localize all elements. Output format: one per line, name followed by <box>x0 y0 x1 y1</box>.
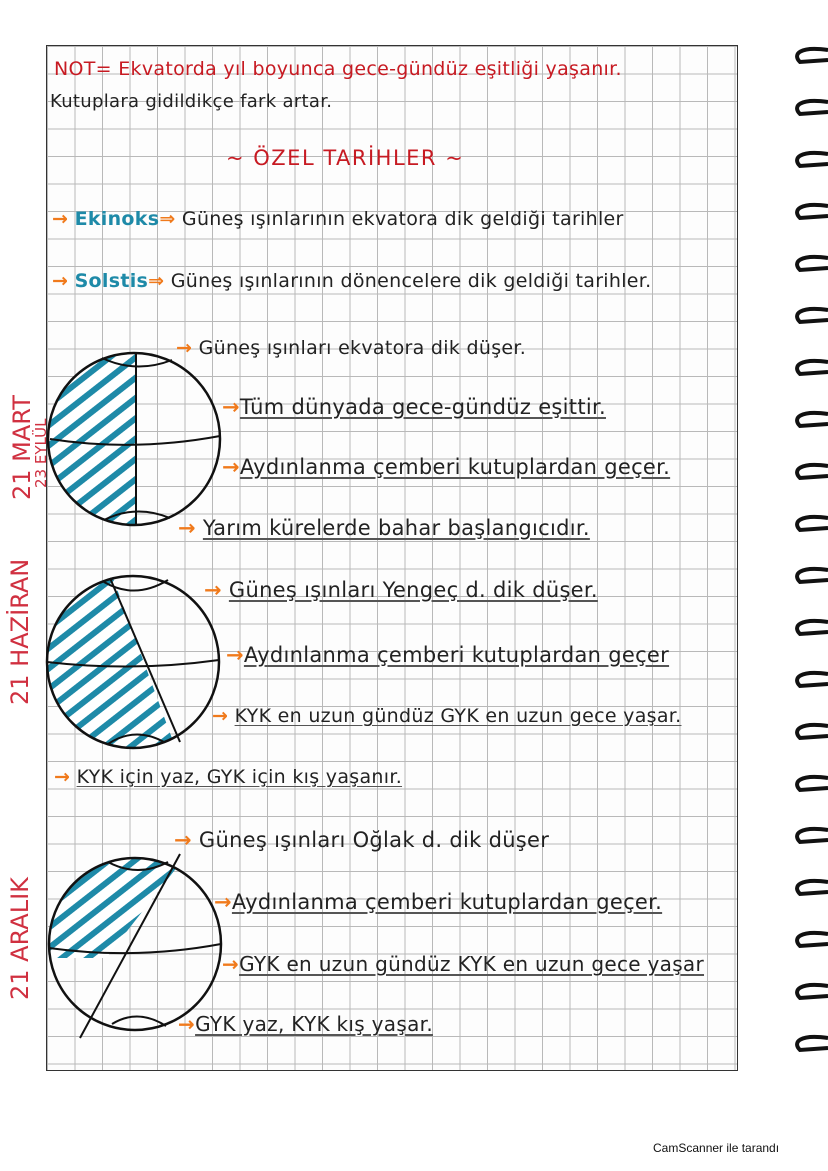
globe-june-diagram <box>40 570 230 755</box>
line-text: GYK yaz, KYK kış yaşar. <box>195 1012 433 1036</box>
globe-equinox-diagram <box>44 344 234 534</box>
june-line-3 <box>212 705 682 727</box>
arrow-icon: → <box>212 705 229 727</box>
arrow-icon: → <box>178 516 196 540</box>
equinox-line-3 <box>222 455 670 479</box>
side-label-march: 21 MART <box>8 395 36 500</box>
december-line-1 <box>174 828 549 852</box>
line-text: KYK için yaz, GYK için kış yaşanır. <box>76 766 403 788</box>
scanner-watermark: CamScanner ile tarandı <box>653 1141 780 1155</box>
equinox-line-2 <box>222 395 606 419</box>
arrow-icon: → <box>226 643 244 667</box>
arrow-icon: → <box>52 270 69 292</box>
arrow-icon: → <box>204 578 222 602</box>
definition-ekinoks <box>52 208 624 230</box>
equinox-line-1 <box>176 337 526 359</box>
line-text: Güneş ışınları Oğlak d. dik düşer <box>198 828 550 852</box>
arrow-icon: → <box>222 952 240 976</box>
line-text: Güneş ışınları ekvatora dik düşer. <box>198 337 527 359</box>
line-text: Güneş ışınları Yengeç d. dik düşer. <box>228 578 598 602</box>
definition-text: Güneş ışınlarının ekvatora dik geldiği tarihler <box>181 208 624 230</box>
note-line-1: NOT= Ekvatorda yıl boyunca gece-gündüz eşitliği yaşanır. <box>54 58 622 80</box>
line-text: Aydınlanma çemberi kutuplardan geçer. <box>239 455 671 479</box>
equinox-line-4 <box>178 516 590 540</box>
arrow-icon: → <box>174 828 192 852</box>
note-line-2: Kutuplara gidildikçe fark artar. <box>50 91 333 112</box>
definition-solstis <box>52 270 652 292</box>
arrow-icon: → <box>178 1012 196 1036</box>
spiral-binding <box>790 40 828 1080</box>
june-line-2 <box>226 643 669 667</box>
line-text: GYK en uzun gündüz KYK en uzun gece yaşar <box>239 952 705 976</box>
june-line-1 <box>204 578 598 602</box>
side-label-september: 23 EYLÜL <box>32 418 50 488</box>
term-solstis: Solstis <box>74 270 149 292</box>
arrow-icon: → <box>54 766 71 788</box>
arrow-icon: → <box>214 890 232 914</box>
term-ekinoks: Ekinoks <box>74 208 160 230</box>
arrow-icon: → <box>222 395 240 419</box>
december-line-4 <box>178 1012 433 1036</box>
arrow-icon: → <box>52 208 69 230</box>
line-text: Yarım kürelerde bahar başlangıcıdır. <box>202 516 590 540</box>
line-text: Aydınlanma çemberi kutuplardan geçer <box>243 643 670 667</box>
side-label-december: 21 ARALIK <box>6 877 34 1000</box>
arrow-icon: ⇒ <box>159 208 176 230</box>
arrow-icon: ⇒ <box>148 270 165 292</box>
definition-text: Güneş ışınlarının dönencelere dik geldiği tarihler. <box>170 270 652 292</box>
line-text: KYK en uzun gündüz GYK en uzun gece yaşar. <box>234 705 682 727</box>
arrow-icon: → <box>222 455 240 479</box>
june-line-4 <box>54 766 402 788</box>
line-text: Aydınlanma çemberi kutuplardan geçer. <box>231 890 663 914</box>
line-text: Tüm dünyada gece-gündüz eşittir. <box>239 395 606 419</box>
arrow-icon: → <box>176 337 193 359</box>
december-line-3 <box>222 952 704 976</box>
december-line-2 <box>214 890 662 914</box>
page-title: ~ ÖZEL TARİHLER ~ <box>226 146 465 170</box>
side-label-june: 21 HAZİRAN <box>6 558 34 705</box>
